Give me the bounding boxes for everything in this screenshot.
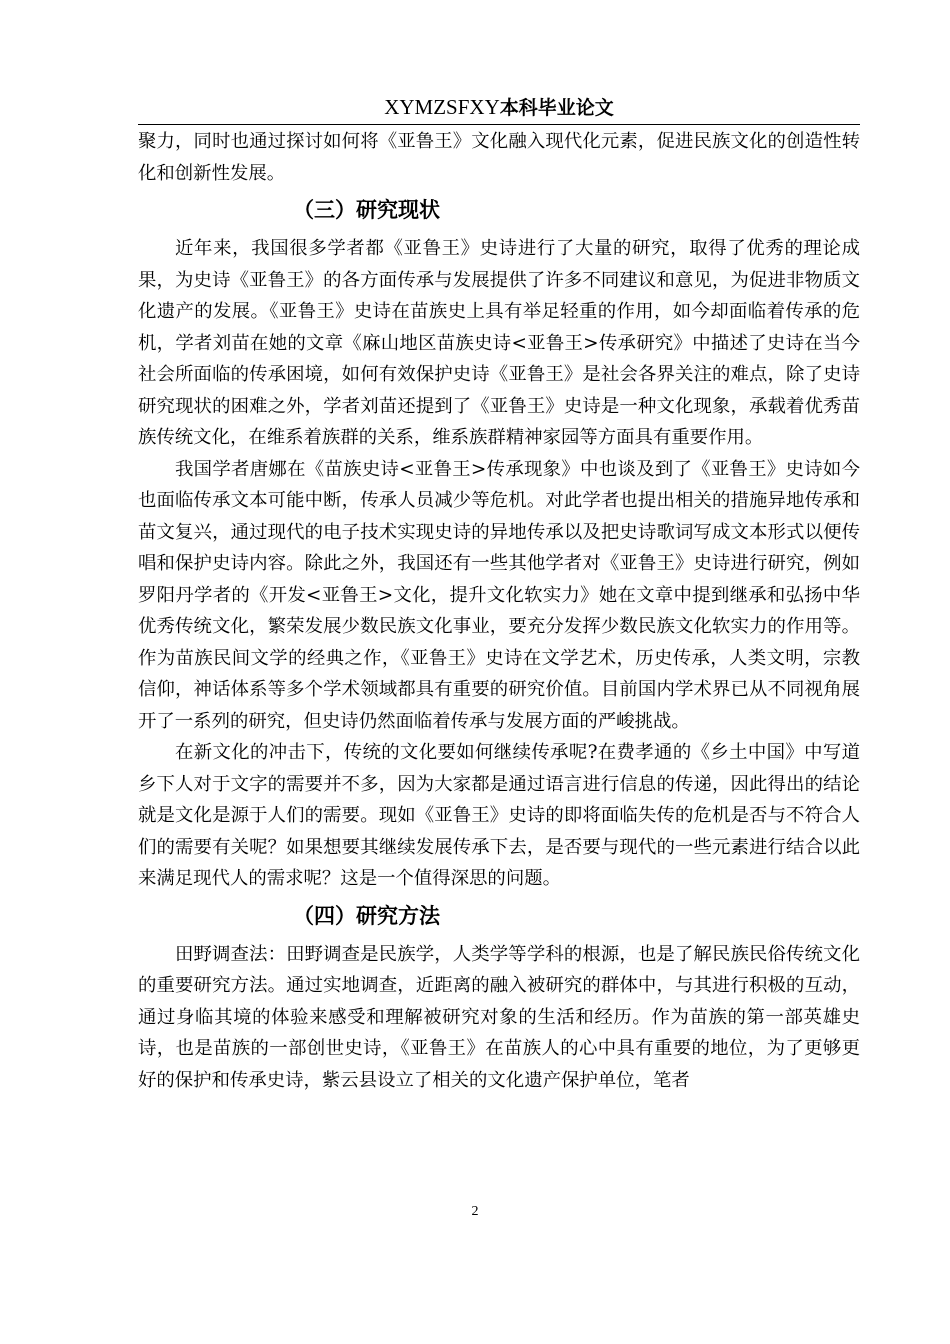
page-content (138, 126, 860, 1096)
header-code: XYMZSFXY (384, 95, 500, 119)
paragraph-research-methods-1: 田野调查法：田野调查是民族学，人类学等学科的根源，也是了解民族民俗传统文化的重要研究方法。通过实地调查，近距离的融入被研究的群体中，与其进行积极的互动，通过身临其境的体验来感受和理解被研究对象的生活和经历。作为苗族的第一部英雄史诗，也是苗族的一部创世史诗，《亚鲁王》在苗族人的心中具有重要的地位，为了更够更好的保护和传承史诗，紫云县设立了相关的文化遗产保护单位，笔者 (138, 943, 860, 1091)
section-heading-research-methods: （四）研究方法 (293, 903, 440, 928)
paragraph-research-status-1: 近年来，我国很多学者都《亚鲁王》史诗进行了大量的研究，取得了优秀的理论成果，为史诗《亚鲁王》的各方面传承与发展提供了许多不同建议和意见，为促进非物质文化遗产的发展。《亚鲁王》史诗在苗族史上具有举足轻重的作用，如今却面临着传承的危机，学者刘苗在她的文章《麻山地区苗族史诗<亚鲁王>传承研究》中描述了史诗在当今社会所面临的传承困境，如何有效保护史诗《亚鲁王》是社会各界关注的难点，除了史诗研究现状的困难之外，学者刘苗还提到了《亚鲁王》史诗是一种文化现象，承载着优秀苗族传统文化，在维系着族群的关系，维系族群精神家园等方面具有重要作用。 (138, 238, 860, 448)
paragraph-research-status-2: 我国学者唐娜在《苗族史诗<亚鲁王>传承现象》中也谈及到了《亚鲁王》史诗如今也面临传承文本可能中断，传承人员减少等危机。对此学者也提出相关的措施异地传承和苗文复兴，通过现代的电子技术实现史诗的异地传承以及把史诗歌词写成文本形式以便传唱和保护史诗内容。除此之外，我国还有一些其他学者对《亚鲁王》史诗进行研究，例如罗阳丹学者的《开发<亚鲁王>文化，提升文化软实力》她在文章中提到继承和弘扬中华优秀传统文化，繁荣发展少数民族文化事业，要充分发挥少数民族文化软实力的作用等。作为苗族民间文学的经典之作，《亚鲁王》史诗在文学艺术，历史传承，人类文明，宗教信仰，神话体系等多个学术领域都具有重要的研究价值。目前国内学术界已从不同视角展开了一系列的研究，但史诗仍然面临着传承与发展方面的严峻挑战。 (138, 458, 860, 732)
page-number: 2 (471, 1204, 479, 1219)
paragraph-continuation: 聚力，同时也通过探讨如何将《亚鲁王》文化融入现代化元素，促进民族文化的创造性转化和创新性发展。 (138, 131, 860, 184)
paragraph-research-status-3: 在新文化的冲击下，传统的文化要如何继续传承呢?在费孝通的《乡土中国》中写道乡下人对于文字的需要并不多，因为大家都是通过语言进行信息的传递，因此得出的结论就是文化是源于人们的需要。现如《亚鲁王》史诗的即将面临失传的危机是否与不符合人们的需要有关呢？如果想要其继续发展传承下去，是否要与现代的一些元素进行结合以此来满足现代人的需求呢？这是一个值得深思的问题。 (138, 742, 860, 889)
page-header (138, 94, 860, 125)
header-title: 本科毕业论文 (499, 97, 614, 119)
section-heading-research-status: （三）研究现状 (293, 198, 440, 222)
